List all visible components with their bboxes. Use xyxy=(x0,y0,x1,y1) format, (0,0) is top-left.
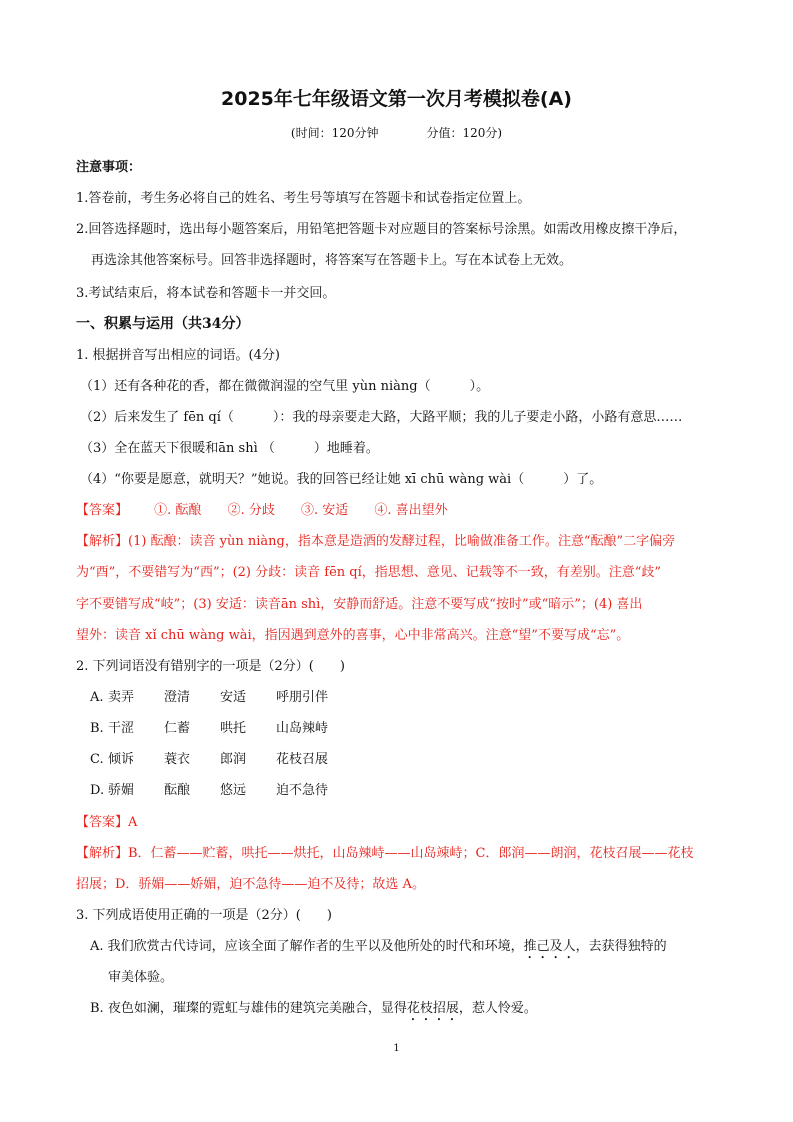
option-word: 郎润 xyxy=(220,752,247,767)
question-2-analysis: 招展；D．骄媚——娇媚，迫不急待——迫不及待；故选 A。 xyxy=(76,877,425,892)
option-row xyxy=(90,717,328,736)
question-1-line: （3）全在蓝天下很暖和ān shì （ ）地睡着。 xyxy=(80,441,379,456)
notice-item: 再选涂其他答案标号。回答非选择题时，将答案写在答题卡上。写在本试卷上无效。 xyxy=(91,253,573,268)
option-letter: C. xyxy=(90,752,104,767)
question-1-analysis: 望外：读音 xǐ chū wàng wài，指因遇到意外的喜事，心中非常高兴。注意“望”不要写成“忘”。 xyxy=(76,628,630,643)
question-1-analysis: 【解析】(1) 酝酿：读音 yùn niàng，指本意是造酒的发酵过程，比喻做准备工作。注意“酝酿”二字偏旁 xyxy=(76,534,676,549)
option-word: 悠远 xyxy=(220,783,247,798)
question-3-option-b xyxy=(90,997,537,1024)
exam-meta xyxy=(0,124,793,141)
notice-item: 2.回答选择题时，选出每小题答案后，用铅笔把答题卡对应题目的答案标号涂黑。如需改用橡皮擦干净后， xyxy=(76,222,687,237)
option-word: 仁蓄 xyxy=(164,721,191,736)
answer-item: ②. 分歧 xyxy=(227,503,275,518)
option-text: ，惹人怜爱。 xyxy=(458,1001,537,1016)
option-word: 酝酿 xyxy=(164,783,191,798)
option-letter: A. xyxy=(90,690,104,705)
option-word: 干涩 xyxy=(108,721,135,736)
answer-label: 【答案】 xyxy=(76,503,129,518)
option-word: 迫不急待 xyxy=(276,783,329,798)
question-1-analysis: 为“酉”，不要错写为“西”；(2) 分歧：读音 fēn qí，指思想、意见、记载等不一致，有差别。注意“歧” xyxy=(76,565,662,580)
option-letter: B. xyxy=(90,721,104,736)
option-word: 安适 xyxy=(220,690,247,705)
idiom-highlight: 花枝招展 xyxy=(406,1001,459,1016)
question-3-option-a xyxy=(90,935,667,962)
option-word: 蓑衣 xyxy=(164,752,191,767)
question-1-line: （4）“你要是愿意，就明天？”她说。我的回答已经让她 xī chū wàng wài（ ）了。 xyxy=(80,472,603,487)
answer-item: ①. 酝酿 xyxy=(154,503,202,518)
option-text: B. 夜色如澜，璀璨的霓虹与雄伟的建筑完美融合，显得 xyxy=(90,1001,407,1016)
question-1-stem: 1. 根据拼音写出相应的词语。(4分) xyxy=(76,348,280,363)
idiom-highlight: 推己及人 xyxy=(523,939,576,954)
page-number: 1 xyxy=(393,1043,400,1054)
option-word: 呼朋引伴 xyxy=(276,690,329,705)
option-word: 骄媚 xyxy=(108,783,135,798)
option-row xyxy=(90,686,328,705)
exam-title: 2025年七年级语文第一次月考模拟卷(A) xyxy=(221,88,572,110)
option-word: 卖弄 xyxy=(108,690,135,705)
option-word: 山岛辣峙 xyxy=(276,721,329,736)
question-3-option-a-cont: 审美体验。 xyxy=(108,970,174,985)
question-1-line: （2）后来发生了 fēn qí（ ）：我的母亲要走大路，大路平顺；我的儿子要走小路，小路有意思…… xyxy=(80,410,683,425)
option-word: 倾诉 xyxy=(108,752,135,767)
question-3-stem: 3. 下列成语使用正确的一项是（2分）( ) xyxy=(76,908,332,923)
question-1-analysis: 字不要错写成“岐”；(3) 安适：读音ān shì，安静而舒适。注意不要写成“按时”或“暗示”；(4) 喜出 xyxy=(76,597,643,612)
question-1-line: （1）还有各种花的香，都在微微润湿的空气里 yùn niàng（ ）。 xyxy=(80,379,490,394)
option-word: 哄托 xyxy=(220,721,247,736)
notice-item: 3.考试结束后，将本试卷和答题卡一并交回。 xyxy=(76,286,336,301)
question-2-answer: 【答案】A xyxy=(76,815,138,830)
question-2-analysis: 【解析】B．仁蓄——贮蓄，哄托——烘托，山岛辣峙——山岛竦峙；C．郎润——朗润，花枝召展——花枝 xyxy=(76,846,694,861)
question-2-stem: 2. 下列词语没有错别字的一项是（2分）( ) xyxy=(76,659,345,674)
exam-score: 分值：120分) xyxy=(426,126,503,140)
option-text: ，去获得独特的 xyxy=(575,939,667,954)
exam-time: (时间：120分钟 xyxy=(290,126,379,140)
option-letter: D. xyxy=(90,783,105,798)
notice-item: 1.答卷前，考生务必将自己的姓名、考生号等填写在答题卡和试卷指定位置上。 xyxy=(76,191,531,206)
answer-item: ③. 安适 xyxy=(300,503,349,518)
option-text: A. 我们欣赏古代诗词，应该全面了解作者的生平以及他所处的时代和环境， xyxy=(90,939,524,954)
section-heading: 一、积累与运用（共34分） xyxy=(76,316,250,332)
option-row xyxy=(90,748,328,767)
answer-item: ④. 喜出望外 xyxy=(374,503,448,518)
question-1-answer xyxy=(76,499,448,518)
notice-heading: 注意事项： xyxy=(76,160,142,175)
option-word: 花枝召展 xyxy=(276,752,329,767)
option-word: 澄清 xyxy=(164,690,191,705)
option-row xyxy=(90,779,328,798)
